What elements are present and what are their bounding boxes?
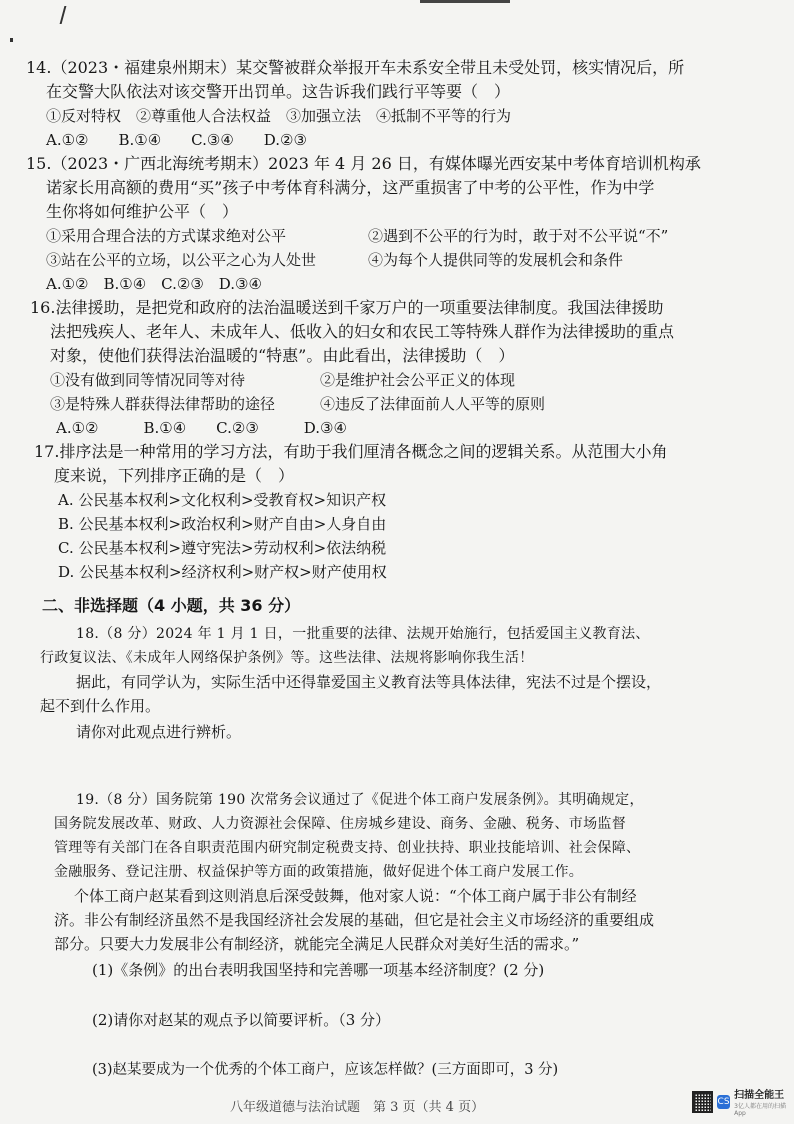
q17-option-d: D. 公民基本权利>经济权利>财产权>财产使用权	[58, 563, 387, 581]
q15-stem-line1: 15.（2023・广西北海统考期末）2023 年 4 月 26 日，有媒体曝光西安某中考体育培训机构承	[26, 154, 701, 173]
q14-stem-line1: 14.（2023・福建泉州期末）某交警被群众举报开车未系安全带且未受处罚，核实情况后，所	[26, 58, 685, 77]
ink-dot	[10, 38, 13, 42]
q15-choices: A.①② B.①④ C.②③ D.③④	[46, 275, 262, 293]
q18-line4: 起不到什么作用。	[40, 697, 161, 715]
q19-line5: 个体工商户赵某看到这则消息后深受鼓舞，他对家人说：“个体工商户属于非公有制经	[74, 887, 637, 905]
q18-prompt: 请你对此观点进行辨析。	[76, 723, 242, 741]
q19-line6: 济。非公有制经济虽然不是我国经济社会发展的基础，但它是社会主义市场经济的重要组成	[54, 911, 655, 929]
q17-option-c: C. 公民基本权利>遵守宪法>劳动权利>依法纳税	[58, 539, 387, 557]
q19-line2: 国务院发展改革、财政、人力资源社会保障、住房城乡建设、商务、金融、税务、市场监督	[54, 816, 626, 832]
q14-stem-line2: 在交警大队依法对该交警开出罚单。这告诉我们践行平等要（ ）	[46, 82, 511, 101]
q15-option-4: ④为每个人提供同等的发展机会和条件	[368, 251, 624, 269]
q19-line3: 管理等有关部门在各自职责范围内研究制定税费支持、创业扶持、职业技能培训、社会保障、	[54, 840, 641, 856]
q17-option-b: B. 公民基本权利>政治权利>财产自由>人身自由	[58, 515, 387, 533]
q17-stem-line2: 度来说，下列排序正确的是（ ）	[54, 466, 295, 485]
q18-line1: 18.（8 分）2024 年 1 月 1 日，一批重要的法律、法规开始施行，包括爱国主义教育法、	[76, 626, 650, 642]
q19-sub1: (1)《条例》的出台表明我国坚持和完善哪一项基本经济制度？(2 分)	[92, 961, 545, 979]
q14-options: ①反对特权 ②尊重他人合法权益 ③加强立法 ④抵制不平等的行为	[46, 107, 512, 125]
q15-option-1: ①采用合理合法的方式谋求绝对公平	[46, 227, 287, 245]
q16-option-2: ②是维护社会公平正义的体现	[320, 371, 516, 389]
q15-stem-line2: 诺家长用高额的费用“买”孩子中考体育科满分，这严重损害了中考的公平性，作为中学	[46, 178, 655, 197]
q19-line4: 金融服务、登记注册、权益保护等方面的政策措施，做好促进个体工商户发展工作。	[54, 864, 584, 880]
page-footer: 八年级道德与法治试题 第 3 页（共 4 页）	[230, 1100, 485, 1115]
q16-stem-line3: 对象，使他们获得法治温暖的“特惠”。由此看出，法律援助（ ）	[50, 346, 515, 365]
q19-line1: 19.（8 分）国务院第 190 次常务会议通过了《促进个体工商户发展条例》。其明确规定，	[76, 792, 644, 808]
section-two-heading: 二、非选择题（4 小题，共 36 分）	[42, 596, 301, 615]
q15-stem-line3: 生你将如何维护公平（ ）	[46, 202, 239, 221]
q17-stem-line1: 17.排序法是一种常用的学习方法，有助于我们厘清各概念之间的逻辑关系。从范围大小角	[34, 442, 668, 461]
scanner-brand	[734, 1086, 794, 1117]
q19-sub2: (2)请你对赵某的观点予以简要评析。（3 分）	[92, 1011, 391, 1029]
cs-logo-icon: CS	[717, 1096, 730, 1107]
q16-stem-line1: 16.法律援助，是把党和政府的法治温暖送到千家万户的一项重要法律制度。我国法律援助	[30, 298, 664, 317]
scanner-name: 扫描全能王	[734, 1090, 785, 1101]
q17-option-a: A. 公民基本权利>文化权利>受教育权>知识产权	[58, 491, 387, 509]
q18-line2: 行政复议法、《未成年人网络保护条例》等。这些法律、法规将影响你我生活！	[40, 650, 534, 666]
q16-choices: A.①② B.①④ C.②③ D.③④	[56, 419, 347, 437]
q16-option-1: ①没有做到同等情况同等对待	[50, 371, 246, 389]
q15-option-2: ②遇到不公平的行为时，敢于对不公平说“不”	[368, 227, 669, 245]
pen-mark	[60, 6, 77, 24]
qr-code-icon	[692, 1091, 713, 1113]
header-rule	[420, 0, 510, 3]
scanner-subtitle: 3亿人都在用的扫描App	[734, 1103, 786, 1117]
q14-choices: A.①② B.①④ C.③④ D.②③	[46, 131, 307, 149]
q19-sub3: (3)赵某要成为一个优秀的个体工商户，应该怎样做？(三方面即可，3 分)	[92, 1062, 559, 1078]
q16-stem-line2: 法把残疾人、老年人、未成年人、低收入的妇女和农民工等特殊人群作为法律援助的重点	[50, 322, 675, 341]
q16-option-3: ③是特殊人群获得法律帮助的途径	[50, 395, 276, 413]
q15-option-3: ③站在公平的立场，以公平之心为人处世	[46, 251, 317, 269]
q19-line7: 部分。只要大力发展非公有制经济，就能完全满足人民群众对美好生活的需求。”	[54, 935, 580, 953]
q18-line3: 据此，有同学认为，实际生活中还得靠爱国主义教育法等具体法律，宪法不过是个摆设，	[76, 673, 662, 691]
q16-option-4: ④违反了法律面前人人平等的原则	[320, 395, 546, 413]
scanner-watermark	[692, 1086, 794, 1117]
